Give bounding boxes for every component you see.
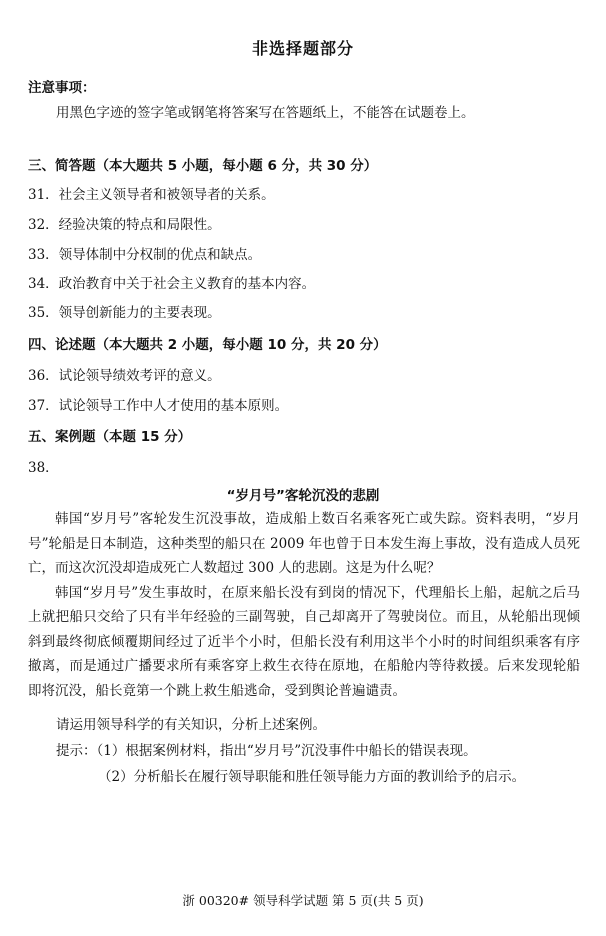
case-text <box>28 507 580 703</box>
question-38-number: 38． <box>28 460 59 476</box>
section-4-heading: 四、论述题（本大题共 2 小题，每小题 10 分，共 20 分） <box>28 337 387 353</box>
notice-heading: 注意事项： <box>28 80 96 96</box>
page-title: 非选择题部分 <box>251 39 354 58</box>
section-5-heading: 五、案例题（本题 15 分） <box>28 429 192 445</box>
question-33: 33．领导体制中分权制的优点和缺点。 <box>28 247 262 263</box>
case-paragraph-1: 韩国“岁月号”客轮发生沉没事故，造成船上数百名乘客死亡或失踪。资料表明，“岁月号”轮船是日本制造，这种类型的船只在 2009 年也曾于日本发生海上事故，没有造成人员死亡，而这次沉没却造成死亡人数超过 300 人的悲剧。这是为什么呢？ <box>28 511 580 576</box>
question-36: 36．试论领导绩效考评的意义。 <box>28 368 221 384</box>
case-paragraph-2: 韩国“岁月号”发生事故时，在原来船长没有到岗的情况下，代理船长上船，起航之后马上就把船只交给了只有半年经验的三副驾驶，自己却离开了驾驶岗位。而且，从轮船出现倾斜到最终彻底倾覆期间经过了近半个小时，但船长没有利用这半个小时的时间组织乘客有序撤离，而是通过广播要求所有乘客穿上救生衣待在原地，在船舱内等待救援。后来发现轮船即将沉没，船长竟第一个跳上救生船逃命，受到舆论普遍谴责。 <box>28 584 580 699</box>
notice-text: 用黑色字迹的签字笔或钢笔将答案写在答题纸上，不能答在试题卷上。 <box>56 105 475 121</box>
question-34: 34．政治教育中关于社会主义教育的基本内容。 <box>28 276 316 292</box>
hint-1: 提示：（1）根据案例材料，指出“岁月号”沉没事件中船长的错误表现。 <box>56 743 477 759</box>
hint-2: （2）分析船长在履行领导职能和胜任领导能力方面的教训给予的启示。 <box>98 769 526 785</box>
case-title: “岁月号”客轮沉没的悲剧 <box>226 488 380 504</box>
question-31: 31．社会主义领导者和被领导者的关系。 <box>28 187 275 203</box>
question-35: 35．领导创新能力的主要表现。 <box>28 305 221 321</box>
question-37: 37．试论领导工作中人才使用的基本原则。 <box>28 398 289 414</box>
section-3-heading: 三、简答题（本大题共 5 小题，每小题 6 分，共 30 分） <box>28 158 378 174</box>
question-32: 32．经验决策的特点和局限性。 <box>28 217 221 233</box>
case-instruction: 请运用领导科学的有关知识，分析上述案例。 <box>56 717 326 733</box>
page-footer: 浙 00320# 领导科学试题 第 5 页(共 5 页) <box>182 893 424 908</box>
